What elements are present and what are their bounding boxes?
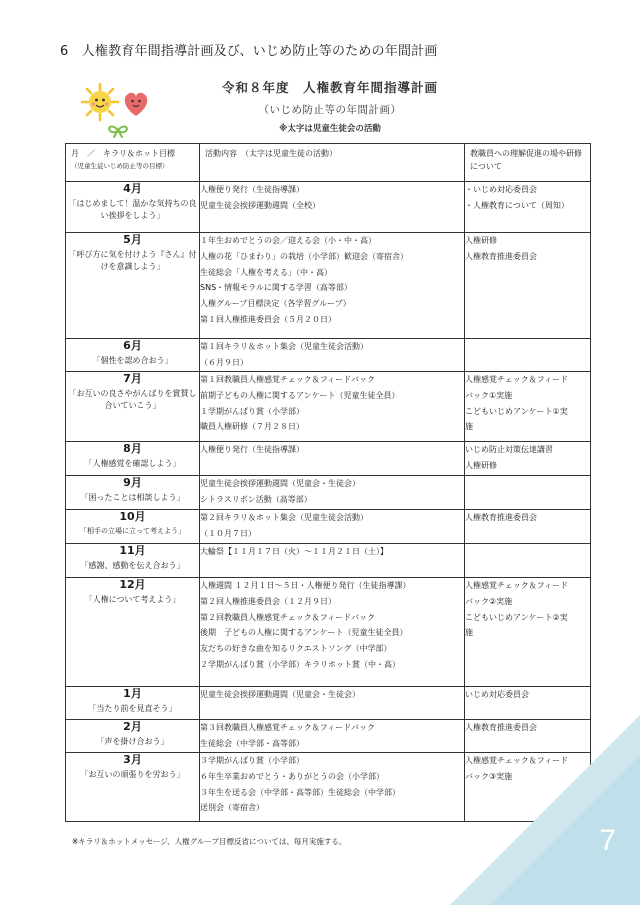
activity-item: ６年生卒業おめでとう・ありがとうの会（小学部）	[200, 771, 384, 781]
staff-training-cell	[465, 544, 591, 578]
staff-training-item: いじめ対応委員会	[465, 690, 529, 699]
activity-item: 前期子どもの人権に関するアンケート（児童生徒全員）	[200, 390, 400, 400]
activity-item: １学期がんばり賞（小学部）	[200, 406, 304, 416]
heart-mascot-icon	[125, 93, 148, 116]
month-cell	[66, 233, 200, 339]
activity-item: 職員人権研修（７月２８日）	[200, 422, 304, 432]
staff-training-item: バック③実施	[465, 771, 513, 781]
activity-item: 人権の花「ひまわり」の栽培（小学部）歓迎会（寄宿舎）	[200, 251, 408, 261]
staff-training-cell	[465, 442, 591, 476]
month-goal: 「お互いの頑張りを労おう」	[80, 769, 185, 779]
staff-training-item: こどもいじめアンケート②実	[465, 612, 568, 622]
staff-training-item: 人権教育推進委員会	[465, 251, 537, 261]
staff-training-item: こどもいじめアンケート①実	[465, 406, 568, 416]
month-name: 11月	[119, 544, 146, 557]
month-cell	[66, 372, 200, 442]
header-month-goal-label: 月 ／ キラリ＆ホット目標	[71, 149, 175, 158]
activities-cell	[200, 544, 465, 578]
activity-item: 児童生徒会挨拶運動週間（児童会・生徒会）	[200, 479, 360, 488]
staff-training-cell	[465, 510, 591, 544]
table-row	[66, 442, 591, 476]
month-goal: 「感謝、感動を伝え合おう」	[80, 560, 185, 570]
table-row	[66, 182, 591, 233]
staff-training-item: 人権教育推進委員会	[465, 723, 537, 732]
activity-item: 送別会（寄宿舎）	[200, 803, 264, 813]
corner-decoration-inner	[490, 755, 640, 905]
month-name: 6月	[123, 339, 142, 352]
mascot-illustration	[80, 80, 158, 138]
month-name: 3月	[123, 753, 142, 766]
activity-item: 第１回教職員人権感覚チェック＆フィードバック	[200, 375, 375, 384]
month-name: 7月	[123, 372, 142, 385]
activities-cell	[200, 687, 465, 720]
staff-training-item: 施	[465, 628, 473, 638]
activity-item: シトラスリボン活動（高等部）	[200, 494, 312, 504]
staff-training-item: 人権感覚チェック＆フィード	[465, 756, 569, 765]
staff-training-item: 人権教育推進委員会	[465, 513, 537, 522]
month-goal: 「お互いの良さやがんばりを賞賛し合いていこう」	[68, 388, 197, 411]
month-goal: 「呼び方に気を付けよう『さん』付けを意識しよう」	[68, 249, 197, 272]
activity-item: 第２回教職員人権感覚チェック＆フィードバック	[200, 612, 375, 622]
activity-item: 後期 子どもの人権に関するアンケート（児童生徒全員）	[200, 628, 408, 638]
activity-item: （１０月７日）	[200, 528, 256, 538]
plan-subtitle: （いじめ防止等の年間計画）	[258, 104, 402, 116]
month-cell	[66, 339, 200, 372]
activity-item: 友だちの好きな曲を知るリクエストソング（中学部）	[200, 644, 392, 654]
activity-item: SNS・情報モラルに関する学習（高等部）	[200, 283, 352, 293]
month-cell	[66, 442, 200, 476]
activities-cell	[200, 339, 465, 372]
header-staff-training: 教職員への理解促進の場や研修について	[465, 144, 591, 182]
staff-training-item: バック②実施	[465, 596, 513, 606]
activity-item: 生徒総会（中学部・高等部）	[200, 738, 304, 748]
staff-training-item: 人権感覚チェック＆フィード	[465, 375, 569, 384]
activities-cell	[200, 476, 465, 510]
month-cell	[66, 687, 200, 720]
activity-item: ２学期がんばり賞（小学部）キラリホット賞（中・高）	[200, 660, 400, 670]
table-row	[66, 476, 591, 510]
month-name: 9月	[123, 476, 142, 489]
month-name: 10月	[119, 510, 146, 523]
staff-training-item: 人権研修	[465, 236, 497, 245]
activity-item: 児童生徒会挨拶運動週間（児童会・生徒会）	[200, 690, 360, 699]
table-row	[66, 510, 591, 544]
month-goal: 「はじめまして！温かな気持ちの良い挨拶をしよう」	[68, 198, 197, 221]
staff-training-cell	[465, 182, 591, 233]
page-number: 7	[599, 824, 616, 857]
activity-item: 人権グループ目標決定（各学習グループ）	[200, 299, 351, 309]
staff-training-cell	[465, 476, 591, 510]
plan-note: ※太字は児童生徒会の活動	[279, 124, 381, 134]
table-row	[66, 233, 591, 339]
staff-training-cell	[465, 339, 591, 372]
month-name: 12月	[119, 578, 146, 591]
month-cell	[66, 476, 200, 510]
activity-item: 人権便り発行（生徒指導課）	[200, 445, 304, 454]
month-cell	[66, 510, 200, 544]
month-goal: 「相手の立場に立って考えよう」	[80, 526, 185, 535]
activity-item: ３年生を送る会（中学部・高等部）生徒総会（中学部）	[200, 787, 400, 797]
staff-training-item: 人権感覚チェック＆フィード	[465, 581, 569, 590]
table-row	[66, 339, 591, 372]
activities-cell	[200, 233, 465, 339]
month-goal: 「当たり前を見直そう」	[88, 703, 177, 713]
month-goal: 「個性を認め合おう」	[92, 355, 173, 365]
header-month-goal-sub: （児童生徒いじめ防止等の目標）	[71, 161, 169, 170]
activity-item: ３学期がんばり賞（小学部）	[200, 756, 304, 765]
month-cell	[66, 544, 200, 578]
month-cell	[66, 182, 200, 233]
activity-item: 第２回キラリ＆ホット集会（児童生徒会活動）	[200, 513, 368, 522]
month-goal: 「人権について考えよう」	[84, 594, 181, 604]
table-row	[66, 544, 591, 578]
activity-item: １年生おめでとうの会／迎える会（小・中・高）	[200, 236, 376, 245]
activities-cell	[200, 372, 465, 442]
staff-training-item: ・人権教育について（周知）	[465, 200, 569, 210]
header-activities: 活動内容 （太字は児童生徒の活動）	[200, 144, 465, 182]
month-name: 4月	[123, 182, 142, 195]
activities-cell	[200, 578, 465, 687]
footnote: ※キラリ＆ホットメッセージ、人権グループ目標反省については、毎月実施する。	[72, 837, 347, 846]
month-cell	[66, 720, 200, 753]
month-name: 5月	[123, 233, 142, 246]
section-heading: 6 人権教育年間指導計画及び、いじめ防止等のための年間計画	[60, 44, 438, 59]
activity-item: （６月９日）	[200, 357, 248, 367]
month-name: 2月	[123, 720, 142, 733]
month-cell	[66, 578, 200, 687]
activity-item: 第１回人権推進委員会（５月２０日）	[200, 315, 336, 325]
table-row	[66, 372, 591, 442]
month-goal: 「人権感覚を確認しよう」	[84, 458, 181, 468]
plan-title-block	[165, 78, 495, 134]
month-name: 1月	[123, 687, 142, 700]
activity-item: 第３回教職員人権感覚チェック＆フィードバック	[200, 723, 375, 732]
plan-title: 令和８年度 人権教育年間指導計画	[221, 80, 438, 95]
activity-item: 人権便り発行（生徒指導課）	[200, 185, 304, 194]
activity-item: 第１回キラリ＆ホット集会（児童生徒会活動）	[200, 342, 368, 351]
activities-cell	[200, 753, 465, 822]
month-cell	[66, 753, 200, 822]
activities-cell	[200, 720, 465, 753]
month-goal: 「困ったことは相談しよう」	[80, 492, 185, 502]
activities-cell	[200, 182, 465, 233]
table-header-row	[66, 144, 591, 182]
staff-training-item: 人権研修	[465, 460, 497, 470]
activity-item: 人権週間 １２月１日～５日・人権便り発行（生徒指導課）	[200, 581, 411, 590]
header-month-goal	[66, 144, 200, 182]
ribbon-icon	[109, 127, 127, 137]
activities-cell	[200, 510, 465, 544]
staff-training-item: バック①実施	[465, 390, 513, 400]
staff-training-cell	[465, 233, 591, 339]
activity-item: 第２回人権推進委員会（１２月９日）	[200, 596, 336, 606]
staff-training-item: いじめ防止対策伝達講習	[465, 445, 553, 454]
staff-training-item: 施	[465, 422, 473, 432]
staff-training-cell	[465, 372, 591, 442]
staff-training-cell	[465, 578, 591, 687]
table-row	[66, 578, 591, 687]
activity-item: 児童生徒会挨拶運動週間（全校）	[200, 200, 320, 210]
month-goal: 「声を掛け合おう」	[96, 736, 169, 746]
staff-training-item: ・いじめ対応委員会	[465, 185, 537, 194]
sun-mascot-icon	[82, 84, 118, 120]
activity-item: 大輪祭【１１月１７日（火）～１１月２１日（土）】	[200, 547, 388, 556]
activity-item: 生徒総会「人権を考える」（中・高）	[200, 267, 332, 277]
activities-cell	[200, 442, 465, 476]
month-name: 8月	[123, 442, 142, 455]
